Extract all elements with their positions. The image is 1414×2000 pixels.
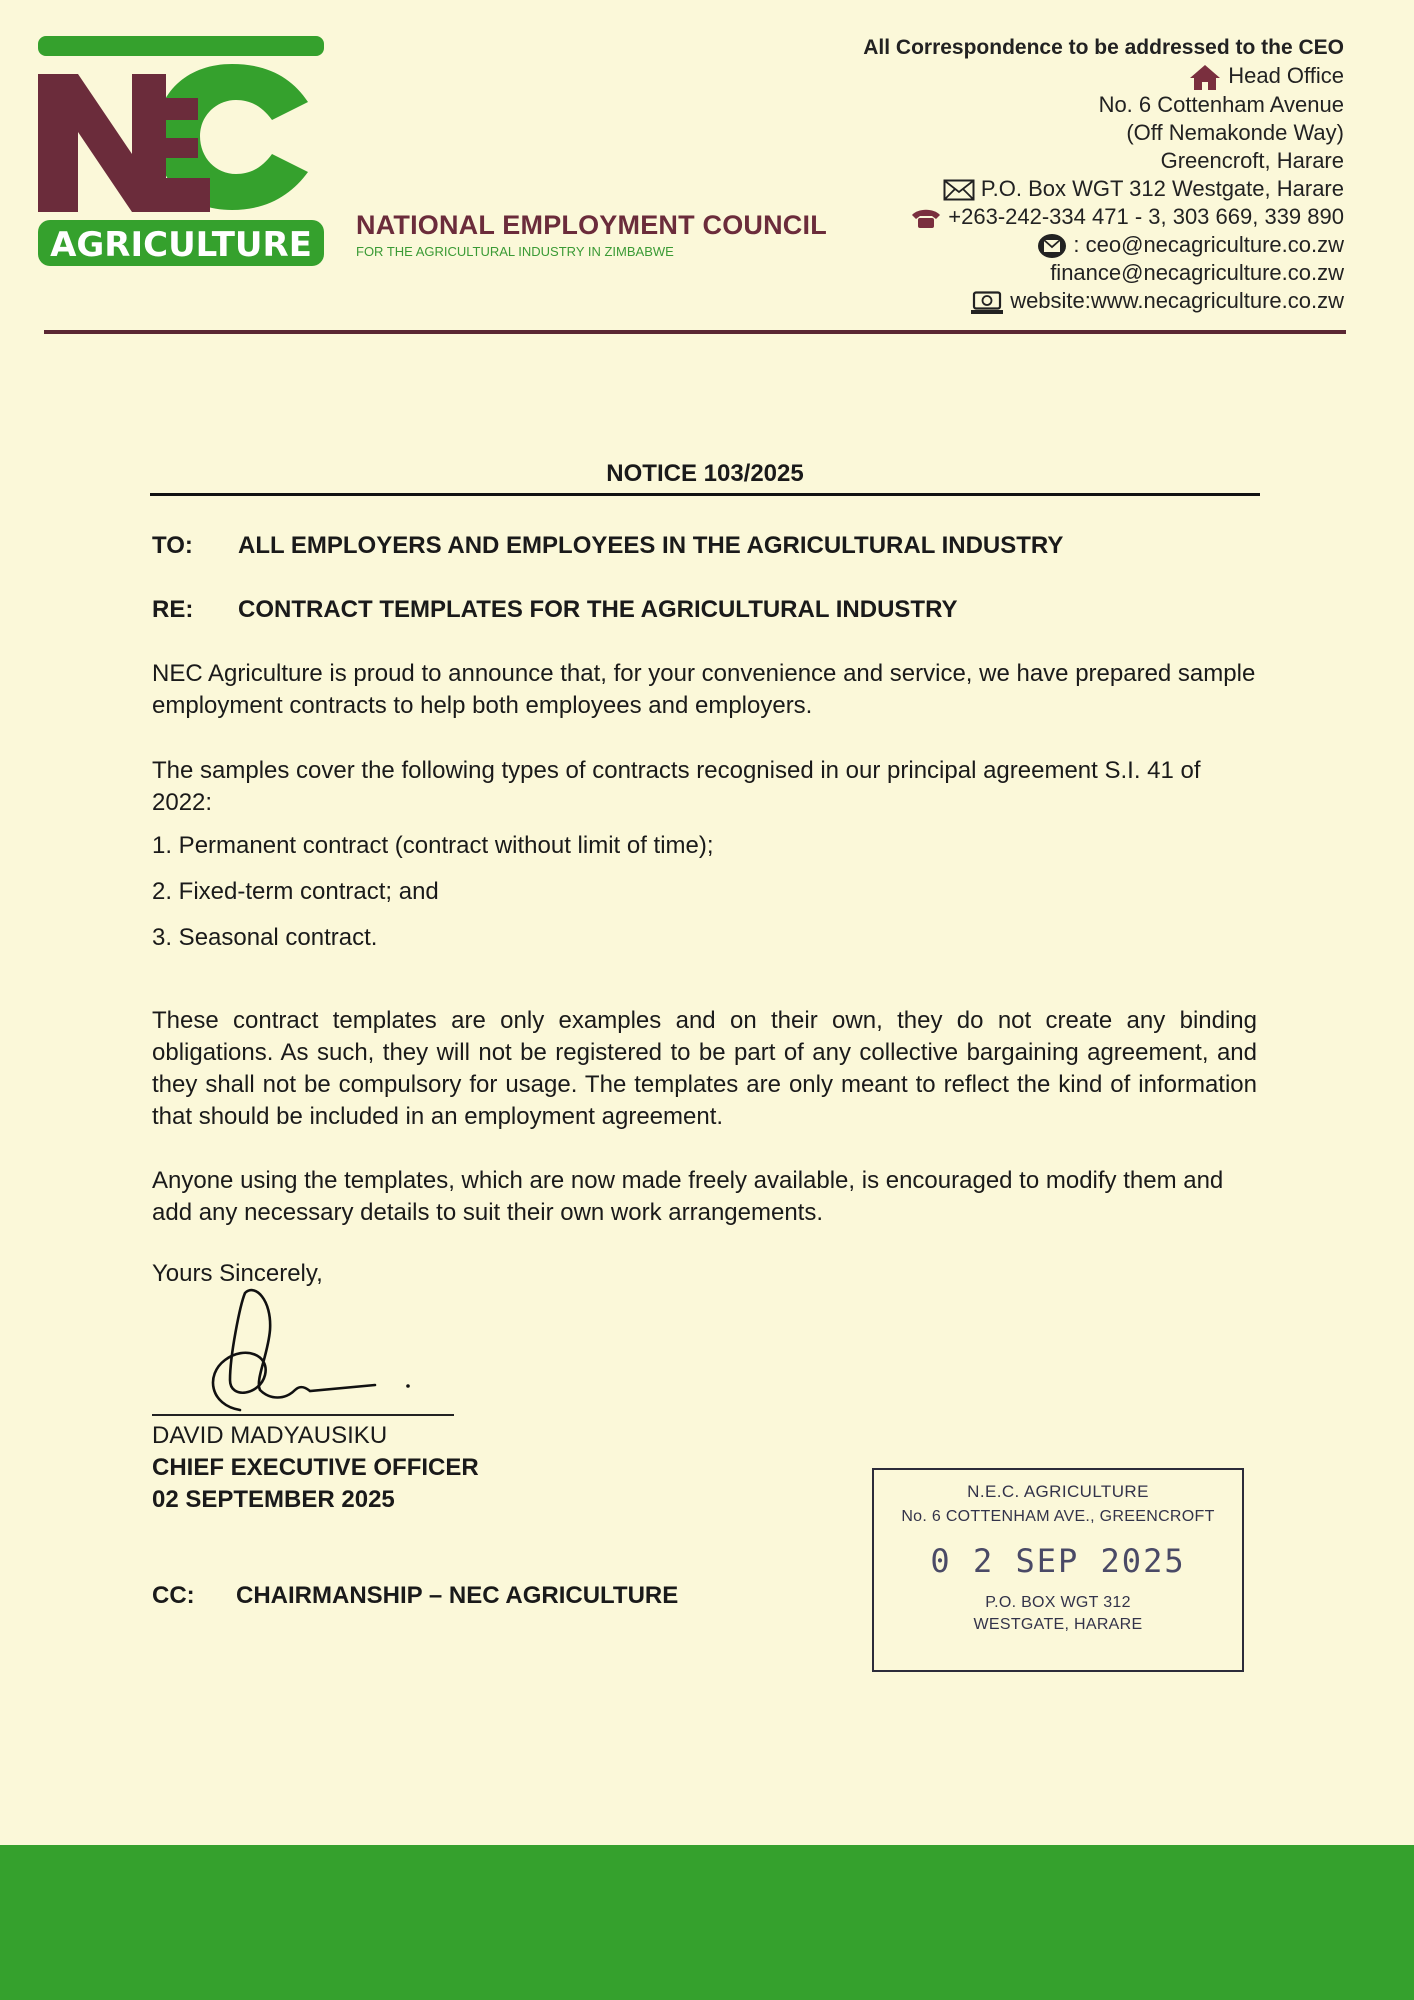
computer-icon (970, 291, 1004, 315)
notice-date: 02 SEPTEMBER 2025 (152, 1486, 395, 1513)
website-line (863, 287, 1344, 315)
signatory-name: DAVID MADYAUSIKU (152, 1422, 388, 1449)
organization-name: NATIONAL EMPLOYMENT COUNCIL (356, 210, 827, 240)
logo-banner-text: AGRICULTURE (50, 225, 312, 265)
stamp-po-box: P.O. BOX WGT 312 (985, 1594, 1131, 1611)
stamp-address: No. 6 COTTENHAM AVE., GREENCROFT (901, 1508, 1215, 1525)
address-line-2: (Off Nemakonde Way) (1126, 120, 1344, 146)
list-item: 3. Seasonal contract. (152, 924, 378, 951)
list-item: 2. Fixed-term contract; and (152, 878, 439, 905)
letterhead-divider (44, 330, 1346, 334)
head-office-line (863, 62, 1344, 91)
footer-green-band (0, 1845, 1414, 2000)
nec-agriculture-logo (36, 34, 326, 270)
signatory-title: CHIEF EXECUTIVE OFFICER (152, 1454, 479, 1481)
handwritten-signature (200, 1285, 430, 1420)
office-date-stamp (872, 1468, 1244, 1672)
stamp-city: WESTGATE, HARARE (973, 1616, 1143, 1633)
finance-email[interactable]: finance@necagriculture.co.zw (1050, 260, 1344, 286)
home-icon (1188, 63, 1222, 91)
ceo-email[interactable]: : ceo@necagriculture.co.zw (1073, 232, 1344, 258)
to-label: TO: (152, 532, 193, 559)
email-line-1 (863, 231, 1344, 259)
stamp-org-name: N.E.C. AGRICULTURE (967, 1482, 1149, 1501)
contact-block (863, 34, 1344, 315)
correspondence-heading: All Correspondence to be addressed to the CEO (863, 36, 1344, 59)
address-line-1: No. 6 Cottenham Avenue (1098, 92, 1344, 118)
paragraph-intro: NEC Agriculture is proud to announce that, for your convenience and service, we have prepared sample employment contracts to help both employees and employers. (152, 660, 1256, 719)
re-value: CONTRACT TEMPLATES FOR THE AGRICULTURAL INDUSTRY (238, 596, 958, 623)
po-box-text: P.O. Box WGT 312 Westgate, Harare (980, 176, 1344, 202)
telephone-icon (910, 207, 942, 229)
to-value: ALL EMPLOYERS AND EMPLOYEES IN THE AGRICULTURAL INDUSTRY (238, 532, 1064, 559)
paragraph-samples: The samples cover the following types of contracts recognised in our principal agreement S.I. 41 of 2022: (152, 757, 1201, 816)
website-text[interactable]: website:www.necagriculture.co.zw (1010, 288, 1344, 314)
cc-row (152, 1582, 678, 1610)
paragraph-disclaimer: These contract templates are only examples and on their own, they do not create any binding obligations. As such, they will not be registered to be part of any collective bargaining agreement, and they shall not be compulsory for usage. The templates are only meant to reflect the kind of information that should be included in an employment agreement. (152, 1007, 1257, 1130)
notice-title-underline (150, 493, 1260, 496)
phone-text[interactable]: +263-242-334 471 - 3, 303 669, 339 890 (948, 204, 1344, 230)
stamp-date: 0 2 SEP 2025 (930, 1542, 1186, 1580)
cc-label: CC: (152, 1582, 195, 1609)
contract-types-list (152, 832, 714, 970)
signature-line (152, 1414, 454, 1416)
po-box-line (863, 175, 1344, 203)
to-row (152, 532, 1063, 560)
email-icon (1037, 233, 1067, 259)
cc-value: CHAIRMANSHIP – NEC AGRICULTURE (236, 1582, 679, 1609)
phone-line (863, 203, 1344, 231)
address-line-3: Greencroft, Harare (1160, 148, 1344, 174)
organization-block (356, 210, 827, 259)
head-office-label: Head Office (1228, 63, 1344, 88)
signatory-block (152, 1420, 479, 1516)
notice-title: NOTICE 103/2025 (606, 460, 804, 487)
paragraph-usage: Anyone using the templates, which are now made freely available, is encouraged to modify them and add any necessary details to suit their own work arrangements. (152, 1167, 1224, 1226)
re-label: RE: (152, 596, 194, 623)
closing-salutation: Yours Sincerely, (152, 1260, 323, 1287)
envelope-icon (943, 179, 975, 201)
organization-subtitle: FOR THE AGRICULTURAL INDUSTRY IN ZIMBABWE (356, 244, 674, 259)
re-row (152, 596, 958, 624)
list-item: 1. Permanent contract (contract without limit of time); (152, 832, 714, 859)
